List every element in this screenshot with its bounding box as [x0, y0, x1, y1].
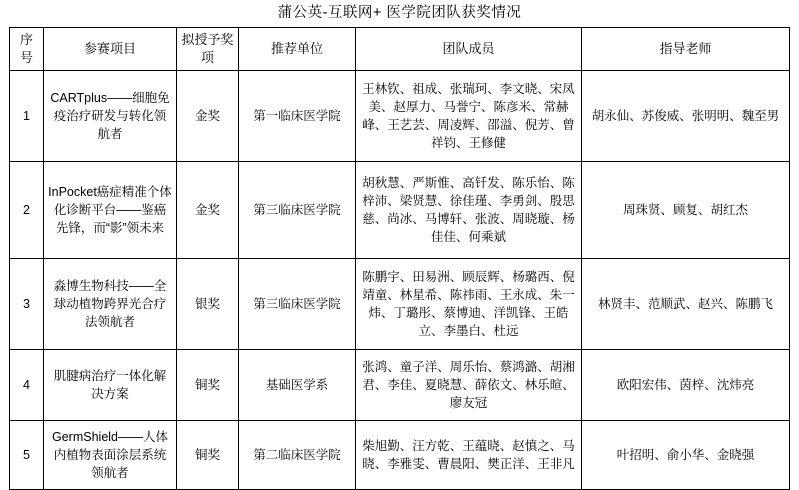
page-title: 蒲公英-互联网+ 医学院团队获奖情况: [277, 5, 522, 21]
column-header-unit: 推荐单位: [239, 28, 356, 71]
cell-unit: 基础医学系: [239, 350, 356, 421]
table-row: [10, 350, 790, 421]
cell-teachers: 叶招明、俞小华、金晓强: [582, 421, 790, 490]
table-row: [10, 421, 790, 490]
cell-project: InPocket癌症精准个体化诊断平台——鉴癌先锋，而“影”领未来: [44, 162, 177, 259]
cell-no: 5: [10, 421, 44, 490]
cell-prize: 铜奖: [177, 421, 239, 490]
cell-prize: 银奖: [177, 259, 239, 350]
table-body: [10, 71, 790, 490]
cell-no: 2: [10, 162, 44, 259]
cell-unit: 第三临床医学院: [239, 162, 356, 259]
table-header-row: [10, 28, 790, 71]
cell-members: 陈鹏宇、田易洲、顾辰辉、杨璐西、倪靖童、林星希、陈祎雨、王永成、朱一炜、丁璐彤、蔡博迪、洋凯锋、王皓立、李墨白、杜远: [356, 259, 582, 350]
column-header-members: 团队成员: [356, 28, 582, 71]
cell-unit: 第二临床医学院: [239, 421, 356, 490]
cell-members: 胡秋慧、严斯惟、高钎发、陈乐怡、陈梓沛、梁贤慧、徐佳瑾、李勇剑、殷思慈、尚冰、马博轩、张波、周晓璇、杨佳佳、何乘斌: [356, 162, 582, 259]
cell-prize: 铜奖: [177, 350, 239, 421]
column-header-no: 序号: [10, 28, 44, 71]
cell-unit: 第一临床医学院: [239, 71, 356, 162]
cell-teachers: 欧阳宏伟、茵梓、沈炜亮: [582, 350, 790, 421]
cell-no: 4: [10, 350, 44, 421]
cell-project: CARTplus――细胞免疫治疗研发与转化领航者: [44, 71, 177, 162]
award-table: [9, 27, 790, 490]
cell-members: 王林钦、祖成、张瑞珂、李文晓、宋凤美、赵厚力、马誉宁、陈彦米、常赫峰、王艺芸、周凌辉、邵溢、倪芳、曾祥钧、王修健: [356, 71, 582, 162]
cell-members: 张鸿、童子洋、周乐怡、蔡鸿潞、胡湘君、李佳、夏晓慧、薛依文、林乐暄、廖友冠: [356, 350, 582, 421]
table-row: [10, 259, 790, 350]
cell-unit: 第三临床医学院: [239, 259, 356, 350]
cell-project: GermShield——人体内植物表面涂层系统领航者: [44, 421, 177, 490]
column-header-prize: 拟授予奖项: [177, 28, 239, 71]
table-header: [10, 28, 790, 71]
cell-members: 柴旭勤、汪方乾、王蕴晓、赵慎之、马晓、李雅雯、曹晨阳、樊正洋、王非凡: [356, 421, 582, 490]
cell-teachers: 周珠贤、顾复、胡红杰: [582, 162, 790, 259]
cell-no: 3: [10, 259, 44, 350]
cell-teachers: 胡永仙、苏俊威、张明明、魏至男: [582, 71, 790, 162]
cell-project: 淼博生物科技——全球动植物跨界光合疗法领航者: [44, 259, 177, 350]
cell-project: 肌腱病治疗一体化解决方案: [44, 350, 177, 421]
column-header-teachers: 指导老师: [582, 28, 790, 71]
cell-prize: 金奖: [177, 162, 239, 259]
cell-prize: 金奖: [177, 71, 239, 162]
table-row: [10, 71, 790, 162]
column-header-project: 参赛项目: [44, 28, 177, 71]
cell-teachers: 林贤丰、范顺武、赵兴、陈鹏飞: [582, 259, 790, 350]
cell-no: 1: [10, 71, 44, 162]
table-row: [10, 162, 790, 259]
